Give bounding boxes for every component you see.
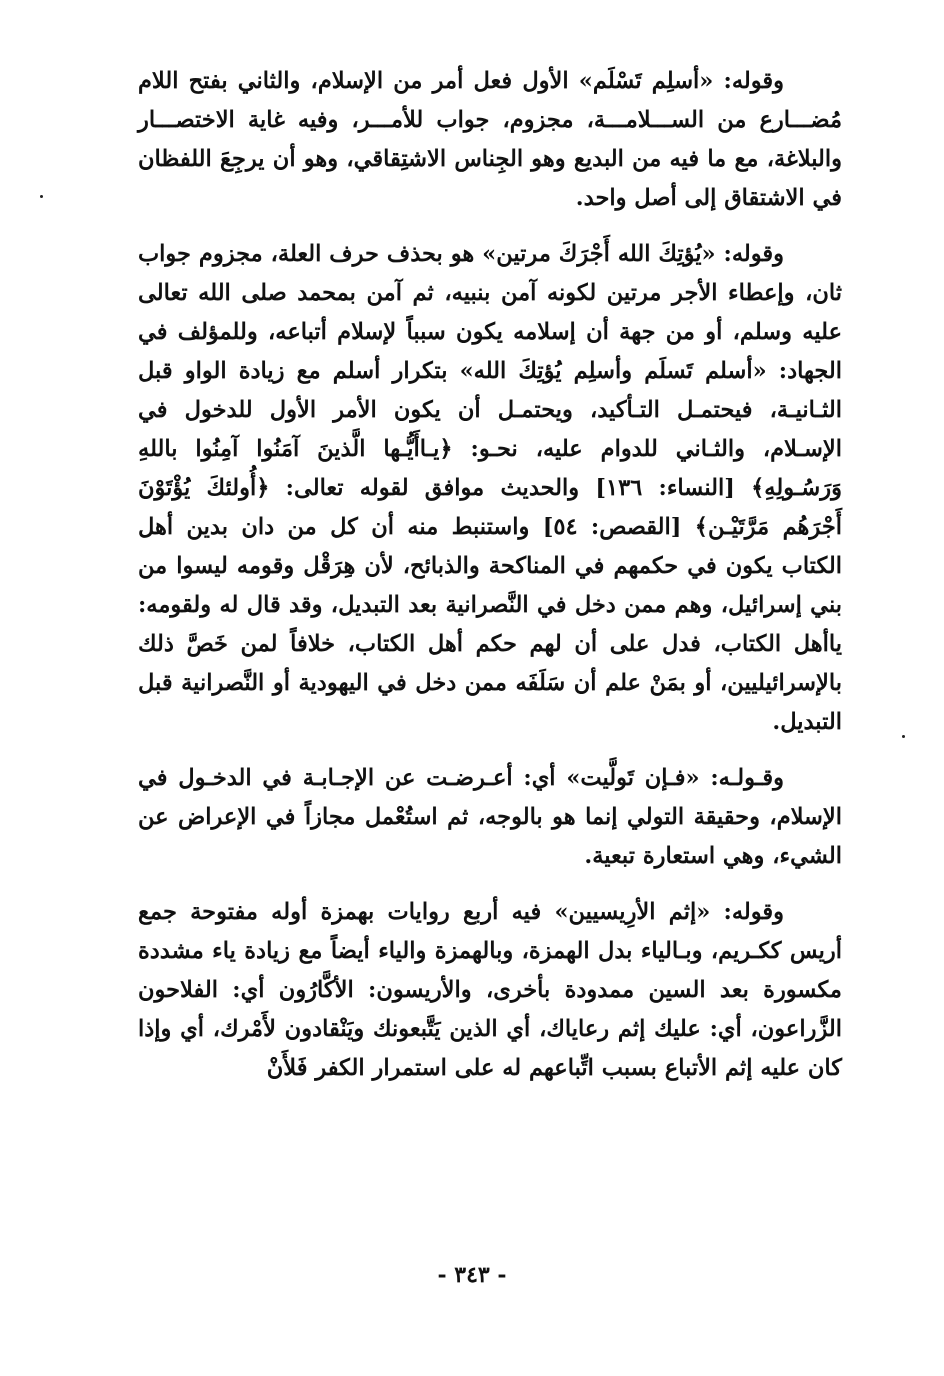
scan-speck bbox=[40, 195, 43, 198]
paragraph-1: وقوله: «أسلِم تَسْلَم» الأول فعل أمر من الإسلام، والثاني بفتح اللام مُضـــارع من الســـلامـــة، مجزوم، جواب للأمـــر، وفيه غاية الاختصـــار والبلاغة، مع ما فيه من البديع وهو الجِناس الاشتِقاقي، وهو أن يرجِعَ اللفظان في الاشتقاق إلى أصل واحد. bbox=[138, 68, 842, 211]
paragraph-2: وقوله: «يُؤتِكَ الله أَجْرَكَ مرتين» هو بحذف حرف العلة، مجزوم جواب ثان، وإعطاء الأجر مرتين لكونه آمن بنبيه، ثم آمن بمحمد صلى الله تعالى عليه وسلم، أو من جهة أن إسلامه يكون سبباً لإسلام أتباعه، وللمؤلف في الجهاد: «أسلم تَسلَم وأسلِم يُؤتِكَ الله» بتكرار أسلم مع زيادة الواو قبل الثـانيـة، فيحتمـل التـأكيد، ويحتمـل أن يكون الأمر الأول للدخول في الإسـلام، والثـاني للدوام عليه، نحـو: ﴿يـاأَيُّـها الَّذينَ آمَنُوا آمِنُوا باللهِ وَرَسُـولِهِ﴾ [النساء: ١٣٦] والحديث موافق لقوله تعالى: ﴿أُولئكَ يُؤْتَوْنَ أَجْرَهُم مَرَّتَيْـن﴾ [القصص: ٥٤] واستنبط منه أن كل من دان بدين أهل الكتاب يكون في حكمهم في المناكحة والذبائح، لأن هِرَقْل وقومه ليسوا من بني إسرائيل، وهم ممن دخل في النَّصرانية بعد التبديل، وقد قال له ولقومه: ياأهل الكتاب، فدل على أن لهم حكم أهل الكتاب، خلافاً لمن خَصَّ ذلك بالإسرائيليين، أو بمَنْ علم أن سَلَفَه ممن دخل في اليهودية أو النَّصرانية قبل التبديل. bbox=[138, 241, 843, 735]
scan-speck bbox=[902, 735, 905, 738]
page-number: - ٣٤٣ - bbox=[437, 1262, 507, 1288]
paragraph-4: وقوله: «إثم الأرِيسيين» فيه أربع روايات بهمزة أوله مفتوحة جمع أريس ككـريم، وبـالياء بدل الهمزة، وبالهمزة والياء أيضاً مع زيادة ياء مشددة مكسورة بعد السين ممدودة بأخرى، والأريسون: الأكَّارُون أي: الفلاحون الزَّراعون، أي: عليك إثم رعاياك، أي الذين يَتَّبعونك ويَنْقادون لأَمْرك، أي وإذا كان عليه إثم الأتباع بسبب اتِّباعهم له على استمرار الكفر فَلأَنْ bbox=[138, 899, 842, 1081]
paragraph-3: وقـولـه: «فـإن تَولَّيت» أي: أعـرضـت عن الإجـابـة في الدخـول في الإسلام، وحقيقة التولي إنما هو بالوجه، ثم استُعْمل مجازاً في الإعراض عن الشيء، وهي استعارة تبعية. bbox=[138, 765, 842, 869]
page-body-text bbox=[138, 62, 842, 1088]
